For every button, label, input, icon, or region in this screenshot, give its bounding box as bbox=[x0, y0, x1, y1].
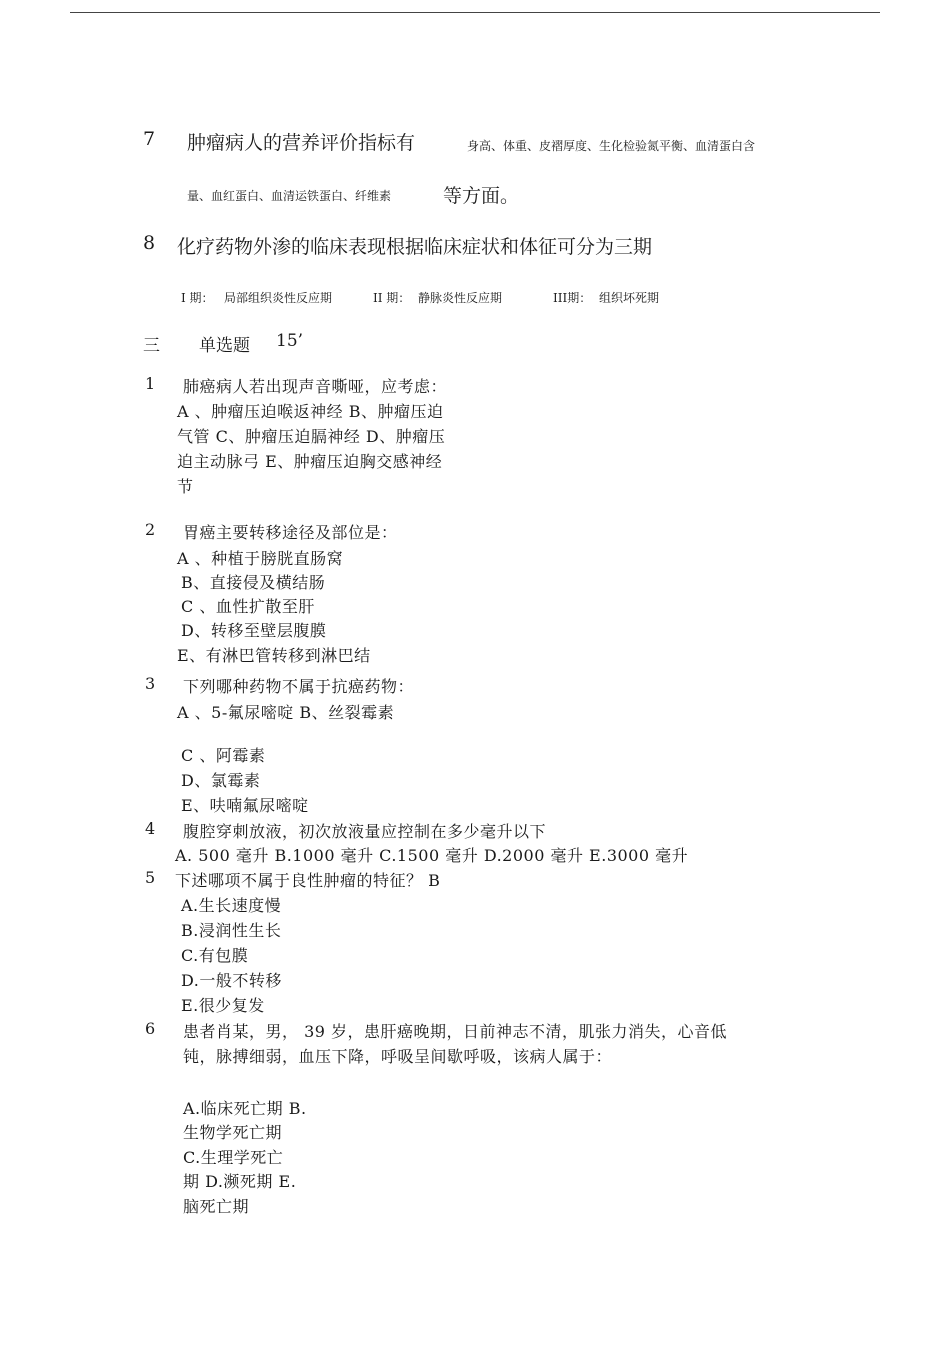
option-line: D.一般不转移 bbox=[181, 971, 282, 990]
question-number: 5 bbox=[145, 868, 156, 887]
option-line: A. 500 毫升 B.1000 毫升 C.1500 毫升 D.2000 毫升 E.3000 毫升 bbox=[175, 846, 689, 865]
header-rule bbox=[70, 12, 880, 13]
stage-label: II 期： bbox=[373, 291, 411, 305]
option-line: 迫主动脉弓 E、肿瘤压迫胸交感神经 bbox=[177, 452, 443, 471]
option-line: C.生理学死亡 bbox=[183, 1148, 284, 1167]
answer-text: 身高、体重、皮褶厚度、生化检验氮平衡、血清蛋白含 bbox=[467, 139, 756, 153]
question-text: 肿瘤病人的营养评价指标有 bbox=[187, 132, 416, 154]
question-number: 8 bbox=[143, 232, 156, 254]
stage-label: I 期： bbox=[181, 291, 214, 305]
option-line: D、转移至壁层腹膜 bbox=[181, 621, 327, 640]
question-stem: 胃癌主要转移途径及部位是： bbox=[183, 523, 398, 542]
question-text-suffix: 等方面。 bbox=[443, 185, 520, 207]
question-stem-continued: 钝，脉搏细弱，血压下降，呼吸呈间歇呼吸，该病人属于： bbox=[183, 1047, 613, 1066]
question-number: 2 bbox=[145, 520, 156, 539]
question-stem: 下列哪种药物不属于抗癌药物： bbox=[183, 677, 415, 696]
option-line: A 、5-氟尿嘧啶 B、丝裂霉素 bbox=[177, 703, 395, 722]
option-line: 期 D.濒死期 E. bbox=[183, 1172, 297, 1191]
section-number: 三 bbox=[143, 336, 160, 356]
question-stem: 下述哪项不属于良性肿瘤的特征？ B bbox=[175, 871, 441, 890]
question-stem: 患者肖某，男， 39 岁，患肝癌晚期，日前神志不清，肌张力消失，心音低 bbox=[183, 1022, 728, 1041]
question-text: 化疗药物外渗的临床表现根据临床症状和体征可分为三期 bbox=[177, 236, 653, 258]
option-line: 脑死亡期 bbox=[183, 1197, 250, 1216]
option-line: A 、肿瘤压迫喉返神经 B、肿瘤压迫 bbox=[177, 402, 444, 421]
option-line: A.临床死亡期 B. bbox=[183, 1099, 307, 1118]
question-number: 4 bbox=[145, 819, 156, 838]
option-line: C 、阿霉素 bbox=[181, 746, 266, 765]
answer-text: 量、血红蛋白、血清运铁蛋白、纤维素 bbox=[187, 189, 392, 203]
option-line: B、直接侵及横结肠 bbox=[181, 573, 326, 592]
question-number: 6 bbox=[145, 1019, 156, 1038]
option-line: E.很少复发 bbox=[181, 996, 265, 1015]
option-line: C.有包膜 bbox=[181, 946, 249, 965]
option-line: 生物学死亡期 bbox=[183, 1123, 283, 1142]
stage-text: 局部组织炎性反应期 bbox=[224, 291, 333, 305]
option-line: 气管 C、肿瘤压迫膈神经 D、肿瘤压 bbox=[177, 427, 446, 446]
option-line: D、氯霉素 bbox=[181, 771, 261, 790]
stage-label: III期： bbox=[553, 291, 592, 305]
option-line: E、有淋巴管转移到淋巴结 bbox=[177, 646, 371, 665]
section-title: 单选题 bbox=[199, 336, 250, 356]
option-line: A.生长速度慢 bbox=[181, 896, 282, 915]
option-line: E、呋喃氟尿嘧啶 bbox=[181, 796, 309, 815]
option-line: 节 bbox=[177, 477, 194, 496]
question-number: 1 bbox=[145, 374, 156, 393]
option-line: A 、种植于膀胱直肠窝 bbox=[177, 549, 344, 568]
option-line: B.浸润性生长 bbox=[181, 921, 282, 940]
stage-text: 静脉炎性反应期 bbox=[418, 291, 503, 305]
question-stem: 肺癌病人若出现声音嘶哑，应考虑： bbox=[183, 377, 448, 396]
section-score: 15’ bbox=[276, 331, 304, 351]
question-number: 7 bbox=[143, 128, 156, 150]
question-number: 3 bbox=[145, 674, 156, 693]
option-line: C 、血性扩散至肝 bbox=[181, 597, 315, 616]
stage-text: 组织坏死期 bbox=[599, 291, 660, 305]
question-stem: 腹腔穿刺放液，初次放液量应控制在多少毫升以下 bbox=[183, 822, 547, 841]
